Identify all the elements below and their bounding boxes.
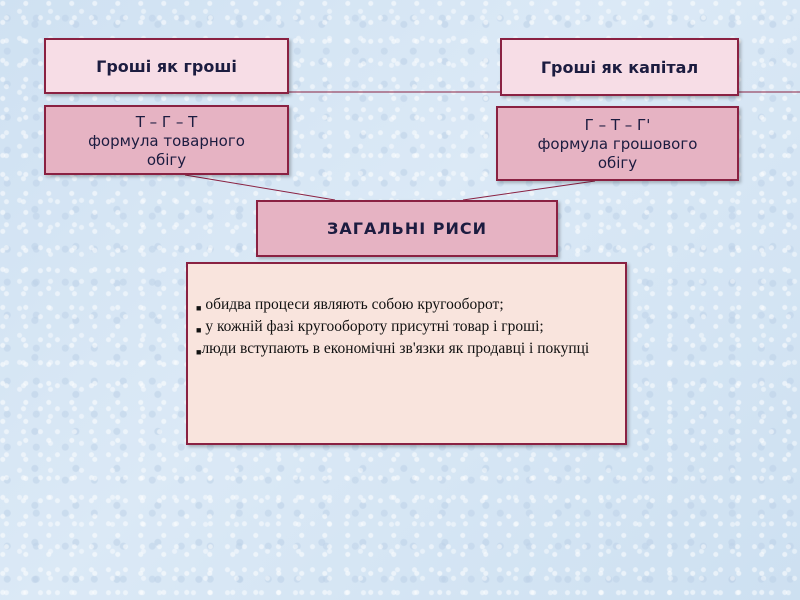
bullet-icon: ■ [196,325,202,335]
feature-item-text: у кожній фазі кругообороту присутні товар і гроші; [201,318,544,335]
money-formula-desc-line2: обігу [597,154,638,172]
commodity-formula-desc-line1: формула товарного [88,131,245,150]
common-features-title: ЗАГАЛЬНІ РИСИ [327,219,487,238]
common-features-box [256,200,558,257]
bullet-icon: ■ [196,303,202,313]
money-formula: Г – Т – Г' [584,116,651,134]
commodity-circulation-formula-box [44,105,289,175]
money-circulation-formula-box [496,106,739,181]
money-as-capital-title: Гроші як капітал [540,57,699,77]
feature-item-2 [196,316,617,338]
feature-item-1 [196,294,617,316]
money-as-capital-box [500,38,739,96]
common-features-text-box [186,262,627,445]
feature-item-text: обидва процеси являють собою кругооборот; [201,296,504,313]
money-formula-desc-line1: формула грошового [537,135,698,153]
commodity-formula: Т – Г – Т [135,112,198,131]
feature-item-text: люди вступають в економічні зв'язки як продавці і покупці [201,340,590,357]
left-to-common-line [185,175,335,200]
right-to-common-line [463,181,595,200]
money-as-money-box [44,38,289,94]
bullet-icon: ■ [196,347,202,357]
money-as-money-title: Гроші як гроші [96,56,237,76]
feature-item-3 [196,338,617,360]
commodity-formula-desc-line2: обігу [146,150,187,169]
